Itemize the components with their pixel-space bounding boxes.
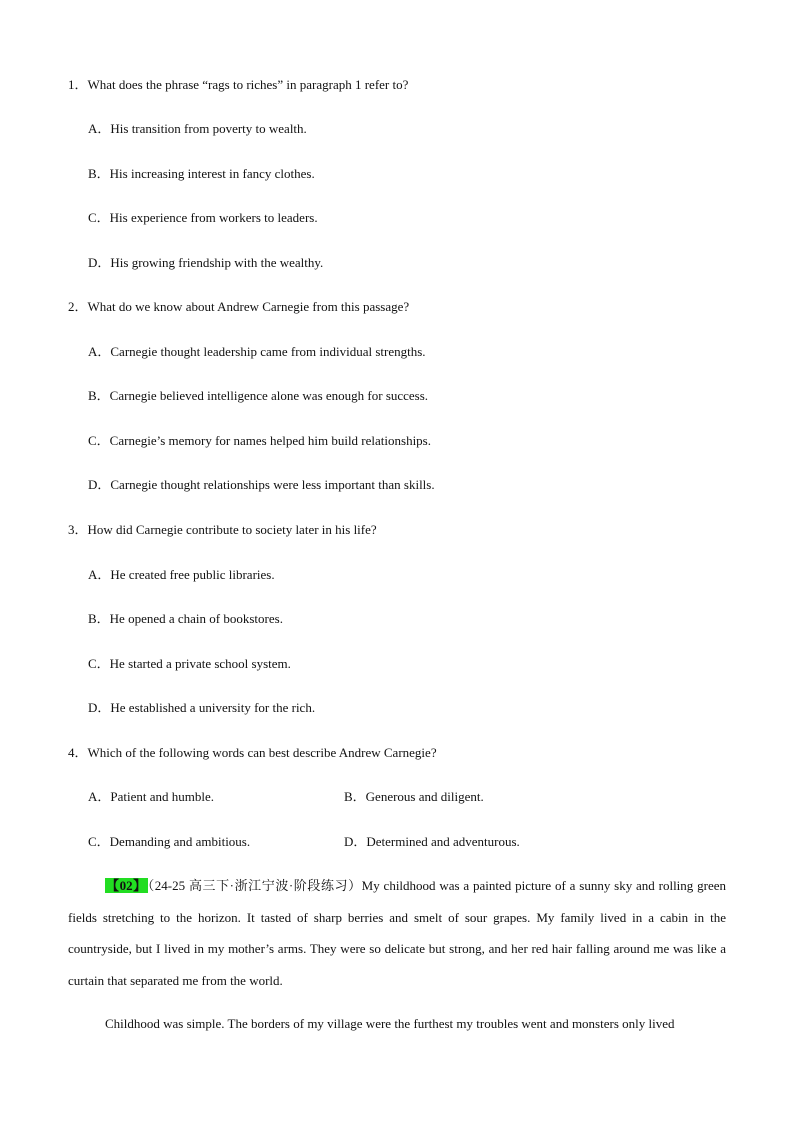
- question-4-option-a: A．Patient and humble.: [88, 789, 215, 804]
- question-1-option-d: D．His growing friendship with the wealthy.: [88, 255, 324, 270]
- question-1-option-a: A．His transition from poverty to wealth.: [88, 121, 307, 136]
- passage-paragraph-1: [68, 870, 726, 996]
- question-4-option-d: D．Determined and adventurous.: [344, 834, 520, 849]
- question-2-option-a: A．Carnegie thought leadership came from individual strengths.: [88, 344, 426, 359]
- question-1-option-c: C．His experience from workers to leaders.: [88, 210, 318, 225]
- question-2-stem: 2．What do we know about Andrew Carnegie from this passage?: [68, 299, 410, 314]
- passage-number-tag: 【02】: [106, 878, 147, 893]
- question-2-option-b: B．Carnegie believed intelligence alone was enough for success.: [88, 388, 429, 403]
- question-3-option-c: C．He started a private school system.: [88, 656, 291, 671]
- question-3-option-d: D．He established a university for the rich.: [88, 700, 316, 715]
- question-2-option-c: C．Carnegie’s memory for names helped him build relationships.: [88, 433, 431, 448]
- question-4-option-b: B．Generous and diligent.: [344, 789, 484, 804]
- question-4-option-c: C．Demanding and ambitious.: [88, 834, 251, 849]
- question-2-option-d: D．Carnegie thought relationships were less important than skills.: [88, 477, 435, 492]
- question-1-option-b: B．His increasing interest in fancy clothes.: [88, 166, 315, 181]
- question-3-stem: 3．How did Carnegie contribute to society later in his life?: [68, 522, 377, 537]
- question-1-stem: 1．What does the phrase “rags to riches” in paragraph 1 refer to?: [68, 77, 409, 92]
- question-4-stem: 4．Which of the following words can best describe Andrew Carnegie?: [68, 745, 437, 760]
- passage-text-1: My childhood was a painted picture of a sunny sky and rolling green fields stretching to the horizon. It tasted of sharp berries and smelt of sour grapes. My family lived in a cabin in the countryside, but I lived in my mother’s arms. They were so delicate but strong, and her red hair falling around me was like a curtain that separated me from the world.: [68, 878, 726, 988]
- question-3-option-a: A．He created free public libraries.: [88, 567, 275, 582]
- passage-paragraph-2: [68, 1008, 726, 1040]
- passage-source: （24-25 高三下·浙江宁波·阶段练习）: [147, 878, 362, 893]
- question-3-option-b: B．He opened a chain of bookstores.: [88, 611, 283, 626]
- passage-text-2: Childhood was simple. The borders of my village were the furthest my troubles went and monsters only lived: [105, 1016, 675, 1031]
